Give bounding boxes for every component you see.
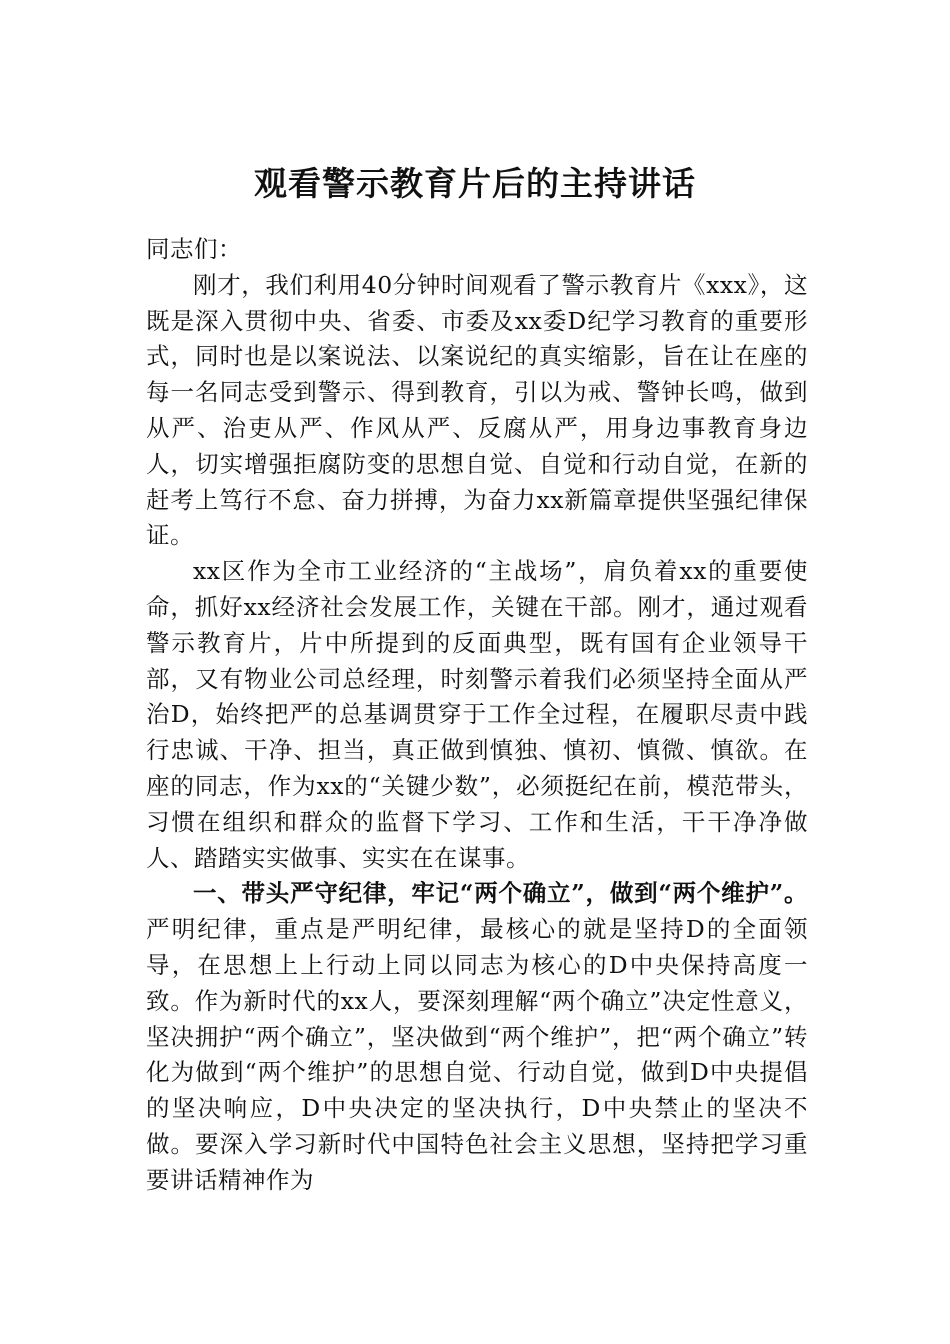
section-heading-1: 一、带头严守纪律，牢记“两个确立”，做到“两个维护”。 [193,879,808,908]
paragraph-1 [146,268,808,554]
salutation: 同志们： [146,235,242,263]
paragraph-3 [146,876,808,1198]
paragraph-3-text: 严明纪律，重点是严明纪律，最核心的就是坚持D的全面领导，在思想上上行动上同以同志为核心的D中央保持高度一致。作为新时代的xx人，要深刻理解“两个确立”决定性意义，坚决拥护“两个确立”，坚决做到“两个维护”，把“两个确立”转化为做到“两个维护”的思想自觉、行动自觉，做到D中央提倡的坚决响应，D中央决定的坚决执行，D中央禁止的坚决不做。要深入学习新时代中国特色社会主义思想，坚持把学习重要讲话精神作为 [146,915,808,1194]
paragraph-2 [146,554,808,876]
document-title: 观看警示教育片后的主持讲话 [254,164,696,203]
document-body [146,232,808,1199]
paragraph-2-text: xx区作为全市工业经济的“主战场”，肩负着xx的重要使命，抓好xx经济社会发展工作，关键在干部。刚才，通过观看警示教育片，片中所提到的反面典型，既有国有企业领导干部，又有物业公司总经理，时刻警示着我们必须坚持全面从严治D，始终把严的总基调贯穿于工作全过程，在履职尽责中践行忠诚、干净、担当，真正做到慎独、慎初、慎微、慎欲。在座的同志，作为xx的“关键少数”，必须挺纪在前，模范带头，习惯在组织和群众的监督下学习、工作和生活，干干净净做人、踏踏实实做事、实实在在谋事。 [146,557,808,872]
paragraph-1-text: 刚才，我们利用40分钟时间观看了警示教育片《xxx》，这既是深入贯彻中央、省委、市委及xx委D纪学习教育的重要形式，同时也是以案说法、以案说纪的真实缩影，旨在让在座的每一名同志受到警示、得到教育，引以为戒、警钟长鸣，做到从严、治吏从严、作风从严、反腐从严，用身边事教育身边人，切实增强拒腐防变的思想自觉、自觉和行动自觉，在新的赶考上笃行不怠、奋力拼搏，为奋力xx新篇章提供坚强纪律保证。 [146,270,808,550]
